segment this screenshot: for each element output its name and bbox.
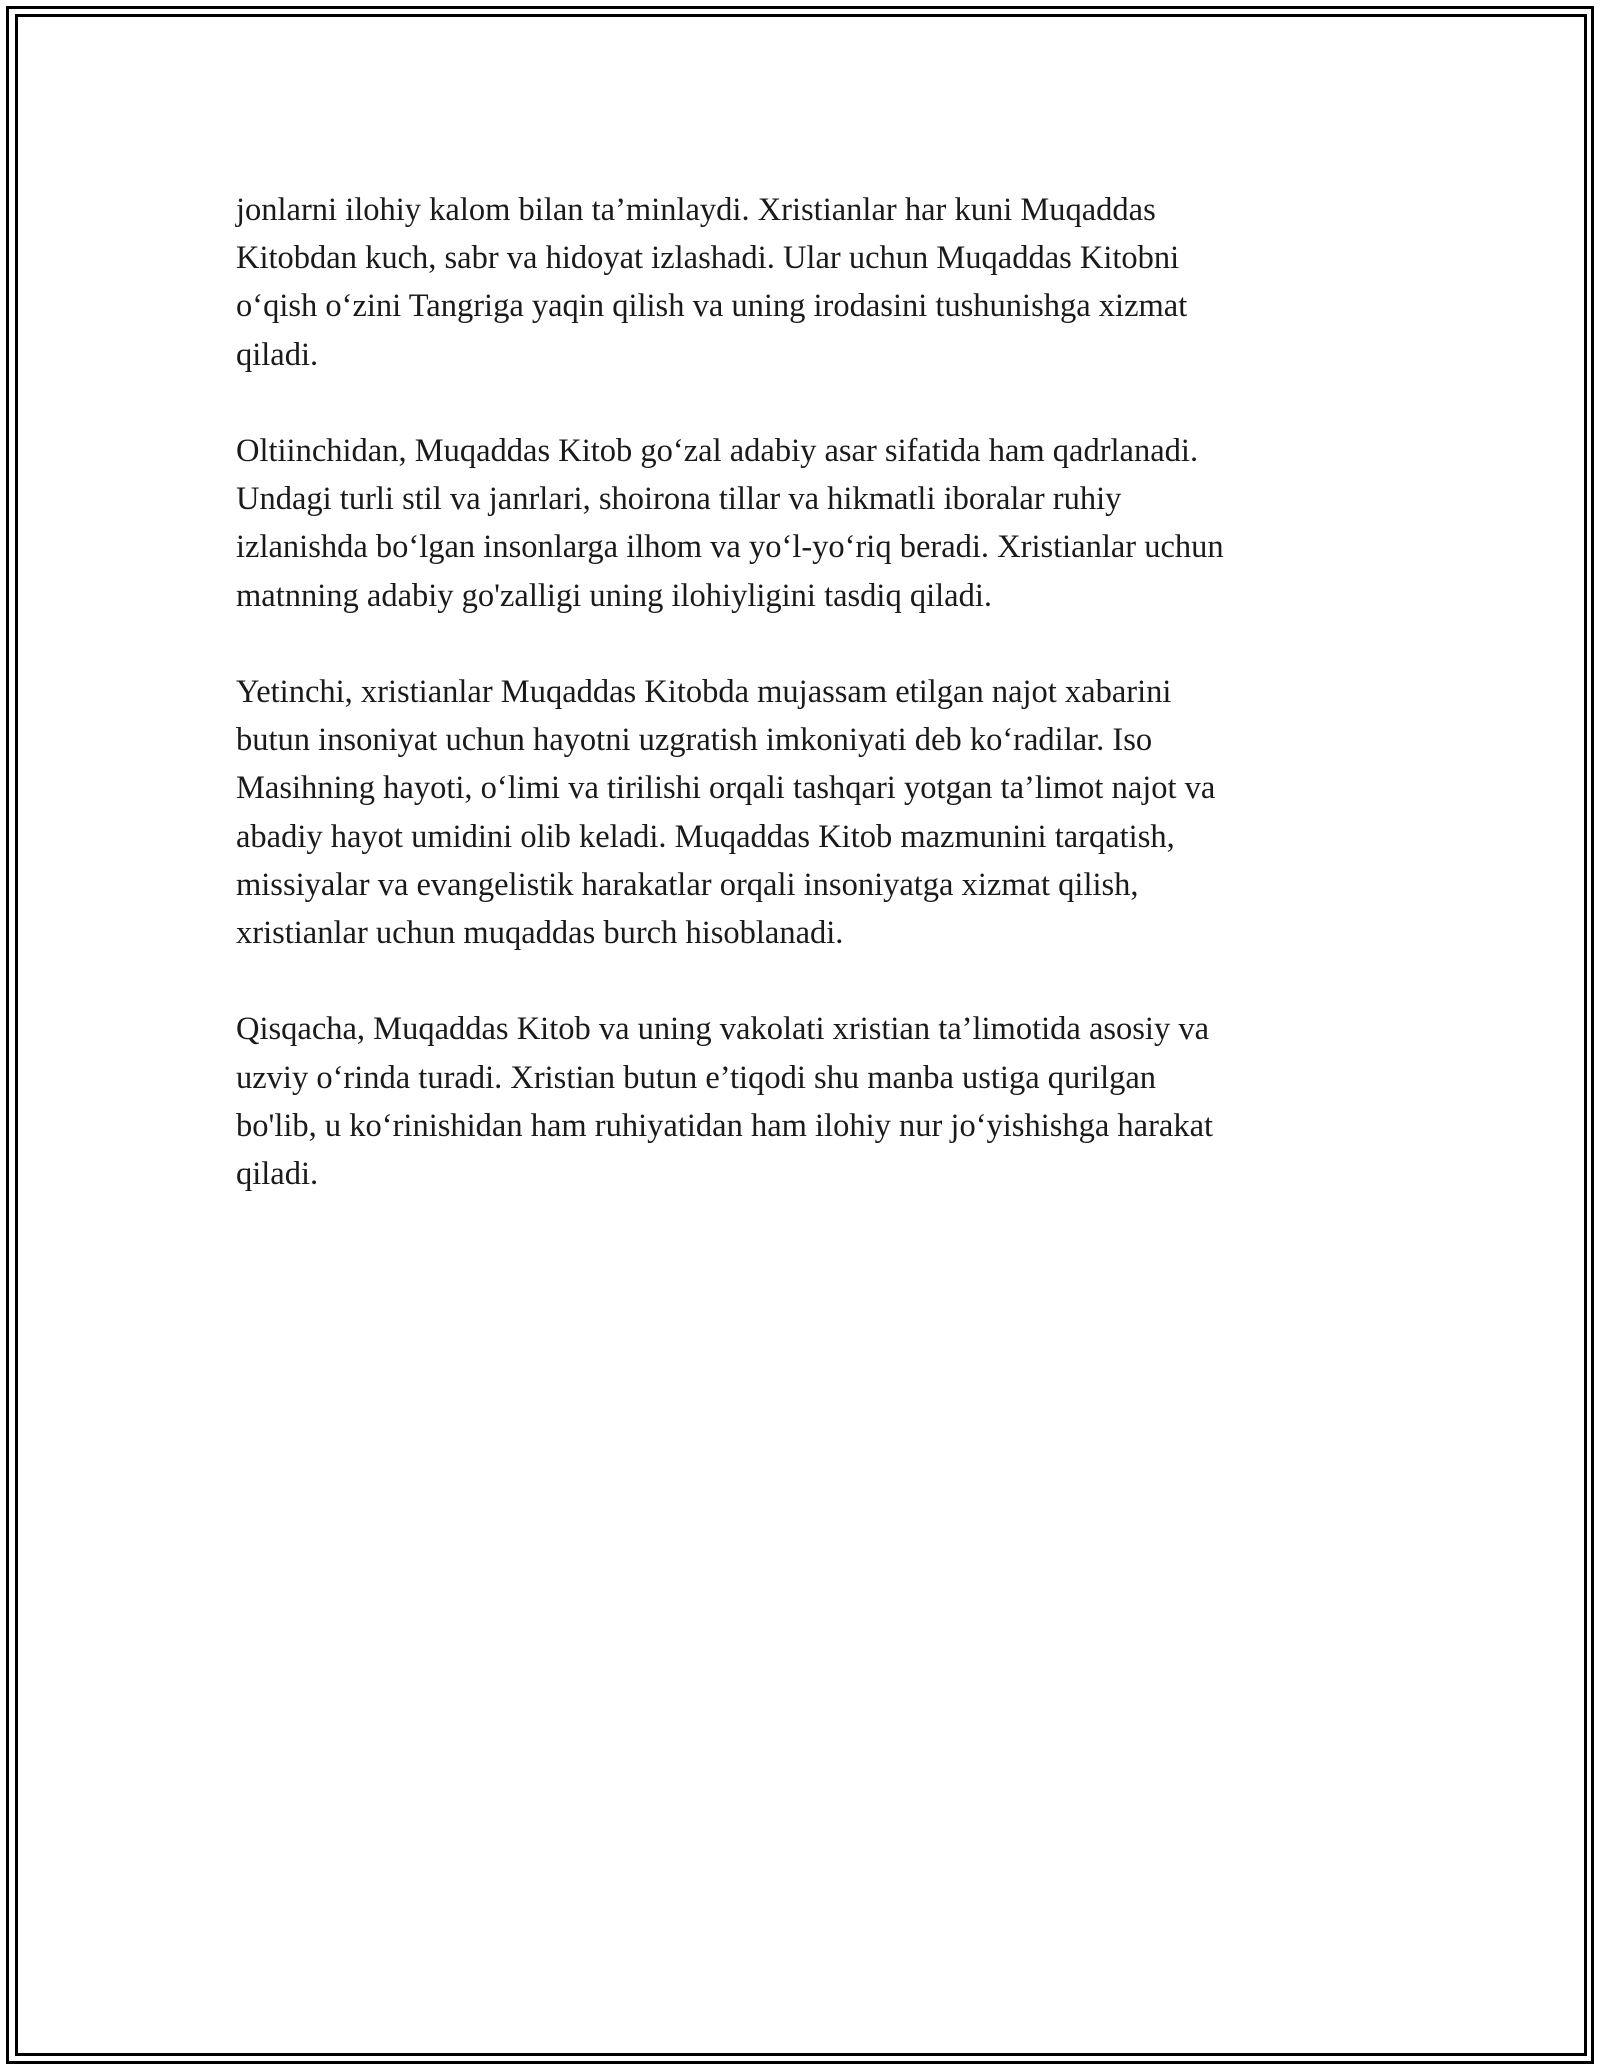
- text-line: Undagi turli stil va janrlari, shoirona tillar va hikmatli iboralar ruhiy: [236, 481, 1122, 518]
- text-line: Masihning hayoti, o‘limi va tirilishi orqali tashqari yotgan ta’limot najot va: [236, 770, 1216, 807]
- text-line: qiladi.: [236, 1156, 319, 1193]
- paragraph-2: [236, 427, 1376, 620]
- text-line: o‘qish o‘zini Tangriga yaqin qilish va uning irodasini tushunishga xizmat: [236, 288, 1188, 325]
- text-line: Yetinchi, xristianlar Muqaddas Kitobda mujassam etilgan najot xabarini: [236, 674, 1172, 710]
- paragraph-3: [236, 668, 1376, 957]
- text-line: missiyalar va evangelistik harakatlar orqali insoniyatga xizmat qilish,: [236, 866, 1139, 903]
- text-line: Qisqacha, Muqaddas Kitob va uning vakolati xristian ta’limotida asosiy va: [236, 1011, 1210, 1048]
- text-line: xristianlar uchun muqaddas burch hisoblanadi.: [236, 915, 844, 952]
- text-line: qiladi.: [236, 336, 319, 373]
- text-line: uzviy o‘rinda turadi. Xristian butun e’tiqodi shu manba ustiga qurilgan: [236, 1059, 1157, 1096]
- text-line: Kitobdan kuch, sabr va hidoyat izlashadi. Ular uchun Muqaddas Kitobni: [236, 240, 1180, 277]
- text-line: matnning adabiy go'zalligi uning ilohiyligini tasdiq qiladi.: [236, 577, 992, 614]
- document-body: [236, 186, 1376, 1246]
- text-line: jonlarni ilohiy kalom bilan ta’minlaydi. Xristianlar har kuni Muqaddas: [236, 192, 1156, 228]
- text-line: abadiy hayot umidini olib keladi. Muqaddas Kitob mazmunini tarqatish,: [236, 818, 1175, 855]
- text-line: bo'lib, u ko‘rinishidan ham ruhiyatidan ham ilohiy nur jo‘yishishga harakat: [236, 1107, 1214, 1144]
- text-line: butun insoniyat uchun hayotni uzgratish imkoniyati deb ko‘radilar. Iso: [236, 722, 1153, 759]
- text-line: izlanishda bo‘lgan insonlarga ilhom va yo‘l-yo‘riq beradi. Xristianlar uchun: [236, 529, 1224, 566]
- paragraph-1: [236, 186, 1376, 379]
- paragraph-4: [236, 1005, 1376, 1198]
- text-line: Oltiinchidan, Muqaddas Kitob go‘zal adabiy asar sifatida ham qadrlanadi.: [236, 433, 1199, 469]
